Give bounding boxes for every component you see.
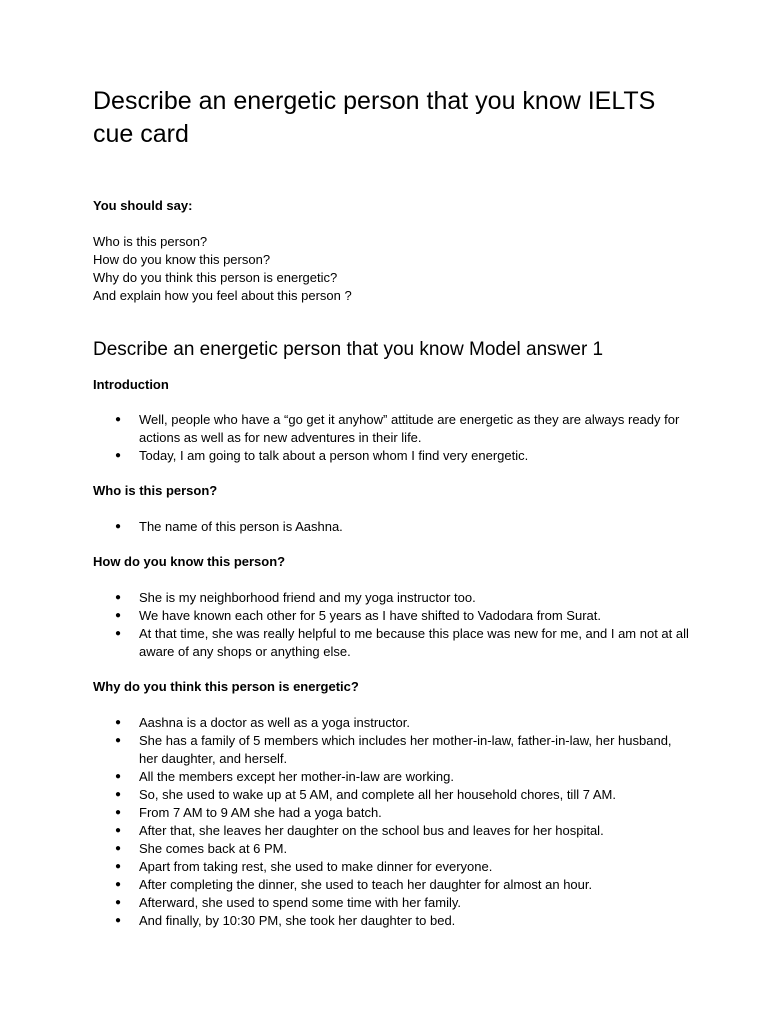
- list-item: [93, 768, 693, 786]
- bullet-icon: ●: [115, 735, 122, 746]
- how-list: [93, 589, 693, 661]
- list-item-text: So, she used to wake up at 5 AM, and complete all her household chores, till 7 AM.: [139, 787, 616, 802]
- should-say-label: You should say:: [93, 198, 193, 213]
- bullet-icon: ●: [115, 861, 122, 872]
- list-item: [93, 840, 693, 858]
- why-heading: Why do you think this person is energetic?: [93, 679, 359, 694]
- list-item: [93, 894, 693, 912]
- cue-line: And explain how you feel about this person ?: [93, 288, 352, 303]
- list-item: [93, 858, 693, 876]
- bullet-icon: ●: [115, 915, 122, 926]
- page-title: Describe an energetic person that you know IELTS cue card: [93, 87, 656, 148]
- list-item-text: Well, people who have a “go get it anyhow” attitude are energetic as they are always ready for actions as well as for new adventures in their life.: [139, 412, 680, 445]
- who-list: [93, 518, 693, 536]
- list-item: [93, 411, 693, 447]
- cue-line: Why do you think this person is energetic?: [93, 270, 338, 285]
- bullet-icon: ●: [115, 628, 122, 639]
- introduction-list: [93, 411, 693, 465]
- list-item-text: Aashna is a doctor as well as a yoga instructor.: [139, 715, 410, 730]
- cue-line: Who is this person?: [93, 234, 208, 249]
- list-item: [93, 607, 693, 625]
- bullet-icon: ●: [115, 592, 122, 603]
- list-item: [93, 447, 693, 465]
- list-item: [93, 732, 693, 768]
- cue-line: How do you know this person?: [93, 252, 271, 267]
- list-item: [93, 589, 693, 607]
- list-item: [93, 912, 693, 930]
- list-item-text: At that time, she was really helpful to me because this place was new for me, and I am not at all aware of any shops or anything else.: [139, 626, 689, 659]
- bullet-icon: ●: [115, 717, 122, 728]
- how-heading: How do you know this person?: [93, 554, 286, 569]
- list-item-text: Today, I am going to talk about a person whom I find very energetic.: [139, 448, 529, 463]
- bullet-icon: ●: [115, 807, 122, 818]
- list-item-text: After completing the dinner, she used to teach her daughter for almost an hour.: [139, 877, 593, 892]
- bullet-icon: ●: [115, 825, 122, 836]
- bullet-icon: ●: [115, 521, 122, 532]
- list-item-text: Afterward, she used to spend some time with her family.: [139, 895, 462, 910]
- list-item: [93, 518, 693, 536]
- bullet-icon: ●: [115, 610, 122, 621]
- bullet-icon: ●: [115, 879, 122, 890]
- list-item-text: She comes back at 6 PM.: [139, 841, 288, 856]
- list-item-text: She is my neighborhood friend and my yoga instructor too.: [139, 590, 476, 605]
- list-item: [93, 804, 693, 822]
- list-item: [93, 786, 693, 804]
- list-item-text: Apart from taking rest, she used to make dinner for everyone.: [139, 859, 493, 874]
- who-heading: Who is this person?: [93, 483, 218, 498]
- bullet-icon: ●: [115, 843, 122, 854]
- list-item-text: After that, she leaves her daughter on the school bus and leaves for her hospital.: [139, 823, 604, 838]
- list-item-text: The name of this person is Aashna.: [139, 519, 343, 534]
- model-answer-heading: Describe an energetic person that you know Model answer 1: [93, 339, 604, 360]
- list-item-text: From 7 AM to 9 AM she had a yoga batch.: [139, 805, 382, 820]
- bullet-icon: ●: [115, 414, 122, 425]
- bullet-icon: ●: [115, 789, 122, 800]
- why-list: [93, 714, 693, 930]
- list-item-text: She has a family of 5 members which includes her mother-in-law, father-in-law, her husband, her daughter, and herself.: [139, 733, 672, 766]
- list-item-text: And finally, by 10:30 PM, she took her daughter to bed.: [139, 913, 456, 928]
- list-item: [93, 822, 693, 840]
- bullet-icon: ●: [115, 771, 122, 782]
- list-item-text: All the members except her mother-in-law are working.: [139, 769, 455, 784]
- introduction-heading: Introduction: [93, 377, 169, 392]
- list-item: [93, 876, 693, 894]
- list-item-text: We have known each other for 5 years as I have shifted to Vadodara from Surat.: [139, 608, 601, 623]
- list-item: [93, 625, 693, 661]
- list-item: [93, 714, 693, 732]
- bullet-icon: ●: [115, 450, 122, 461]
- document-page: [93, 85, 693, 930]
- bullet-icon: ●: [115, 897, 122, 908]
